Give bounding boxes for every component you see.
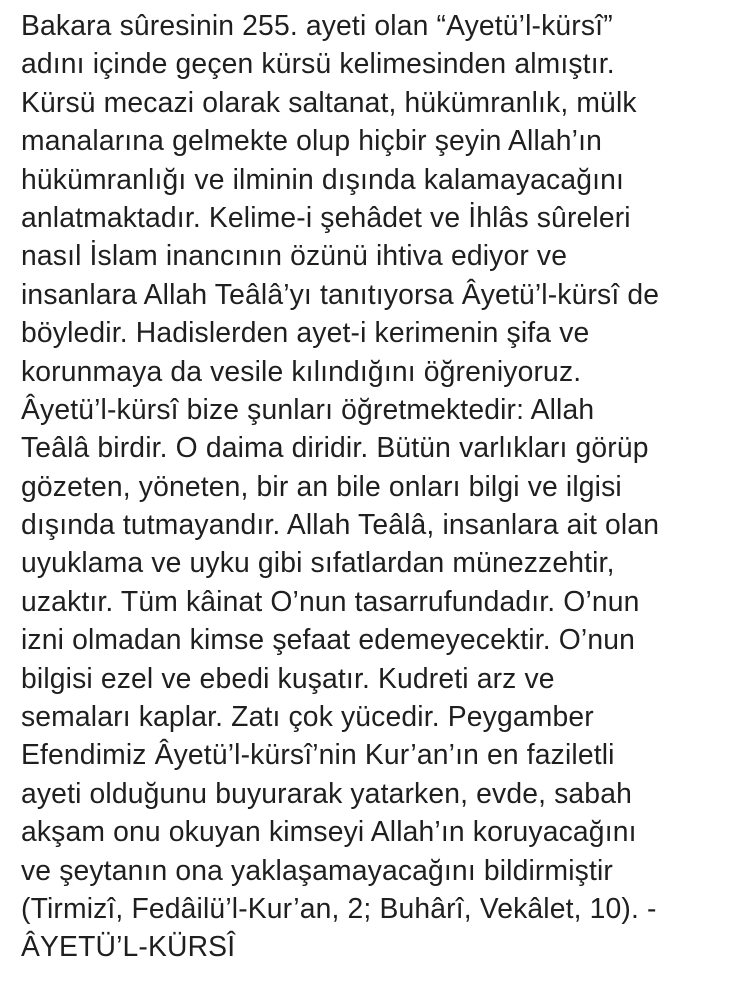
- text-line: izni olmadan kimse şefaat edemeyecektir. O’nun: [21, 623, 636, 656]
- text-line: Âyetü’l-kürsî bize şunları öğretmektedir: Allah: [21, 392, 595, 425]
- text-line: hükümranlığı ve ilminin dışında kalamayacağını: [21, 162, 625, 195]
- article-text: [21, 6, 733, 966]
- text-line: anlatmaktadır. Kelime-i şehâdet ve İhlâs sûreleri: [21, 200, 631, 233]
- text-line: böyledir. Hadislerden ayet-i kerimenin şifa ve: [21, 316, 590, 349]
- text-line: uzaktır. Tüm kâinat O’nun tasarrufundadır. O’nun: [21, 584, 640, 617]
- text-line: nasıl İslam inancının özünü ihtiva ediyor ve: [21, 239, 568, 272]
- text-line: (Tirmizî, Fedâilü’l-Kur’an, 2; Buhârî, Vekâlet, 10). -: [21, 891, 657, 924]
- text-line: ayeti olduğunu buyurarak yatarken, evde, sabah: [21, 776, 632, 809]
- text-line: ÂYETÜ’L-KÜRSÎ: [21, 930, 236, 963]
- text-line: semaları kaplar. Zatı çok yücedir. Peygamber: [21, 700, 594, 733]
- text-line: gözeten, yöneten, bir an bile onları bilgi ve ilgisi: [21, 469, 622, 502]
- text-line: manalarına gelmekte olup hiçbir şeyin Allah’ın: [21, 124, 603, 157]
- text-line: Bakara sûresinin 255. ayeti olan “Ayetü’l-kürsî”: [21, 9, 613, 41]
- text-line: akşam onu okuyan kimseyi Allah’ın koruyacağını: [21, 815, 637, 848]
- text-line: ve şeytanın ona yaklaşamayacağını bildirmiştir: [21, 853, 613, 886]
- text-line: Teâlâ birdir. O daima diridir. Bütün varlıkları görüp: [21, 431, 649, 464]
- text-line: adını içinde geçen kürsü kelimesinden almıştır.: [21, 47, 615, 80]
- text-line: dışında tutmayandır. Allah Teâlâ, insanlara ait olan: [21, 508, 660, 541]
- text-line: Kürsü mecazi olarak saltanat, hükümranlık, mülk: [21, 85, 637, 118]
- text-line: Efendimiz Âyetü’l-kürsî’nin Kur’an’ın en faziletli: [21, 738, 615, 771]
- text-line: bilgisi ezel ve ebedi kuşatır. Kudreti arz ve: [21, 661, 555, 694]
- text-line: insanlara Allah Teâlâ’yı tanıtıyorsa Âyetü’l-kürsî de: [21, 277, 660, 310]
- text-line: uyuklama ve uyku gibi sıfatlardan münezzehtir,: [21, 546, 615, 579]
- text-line: korunmaya da vesile kılındığını öğreniyoruz.: [21, 354, 582, 387]
